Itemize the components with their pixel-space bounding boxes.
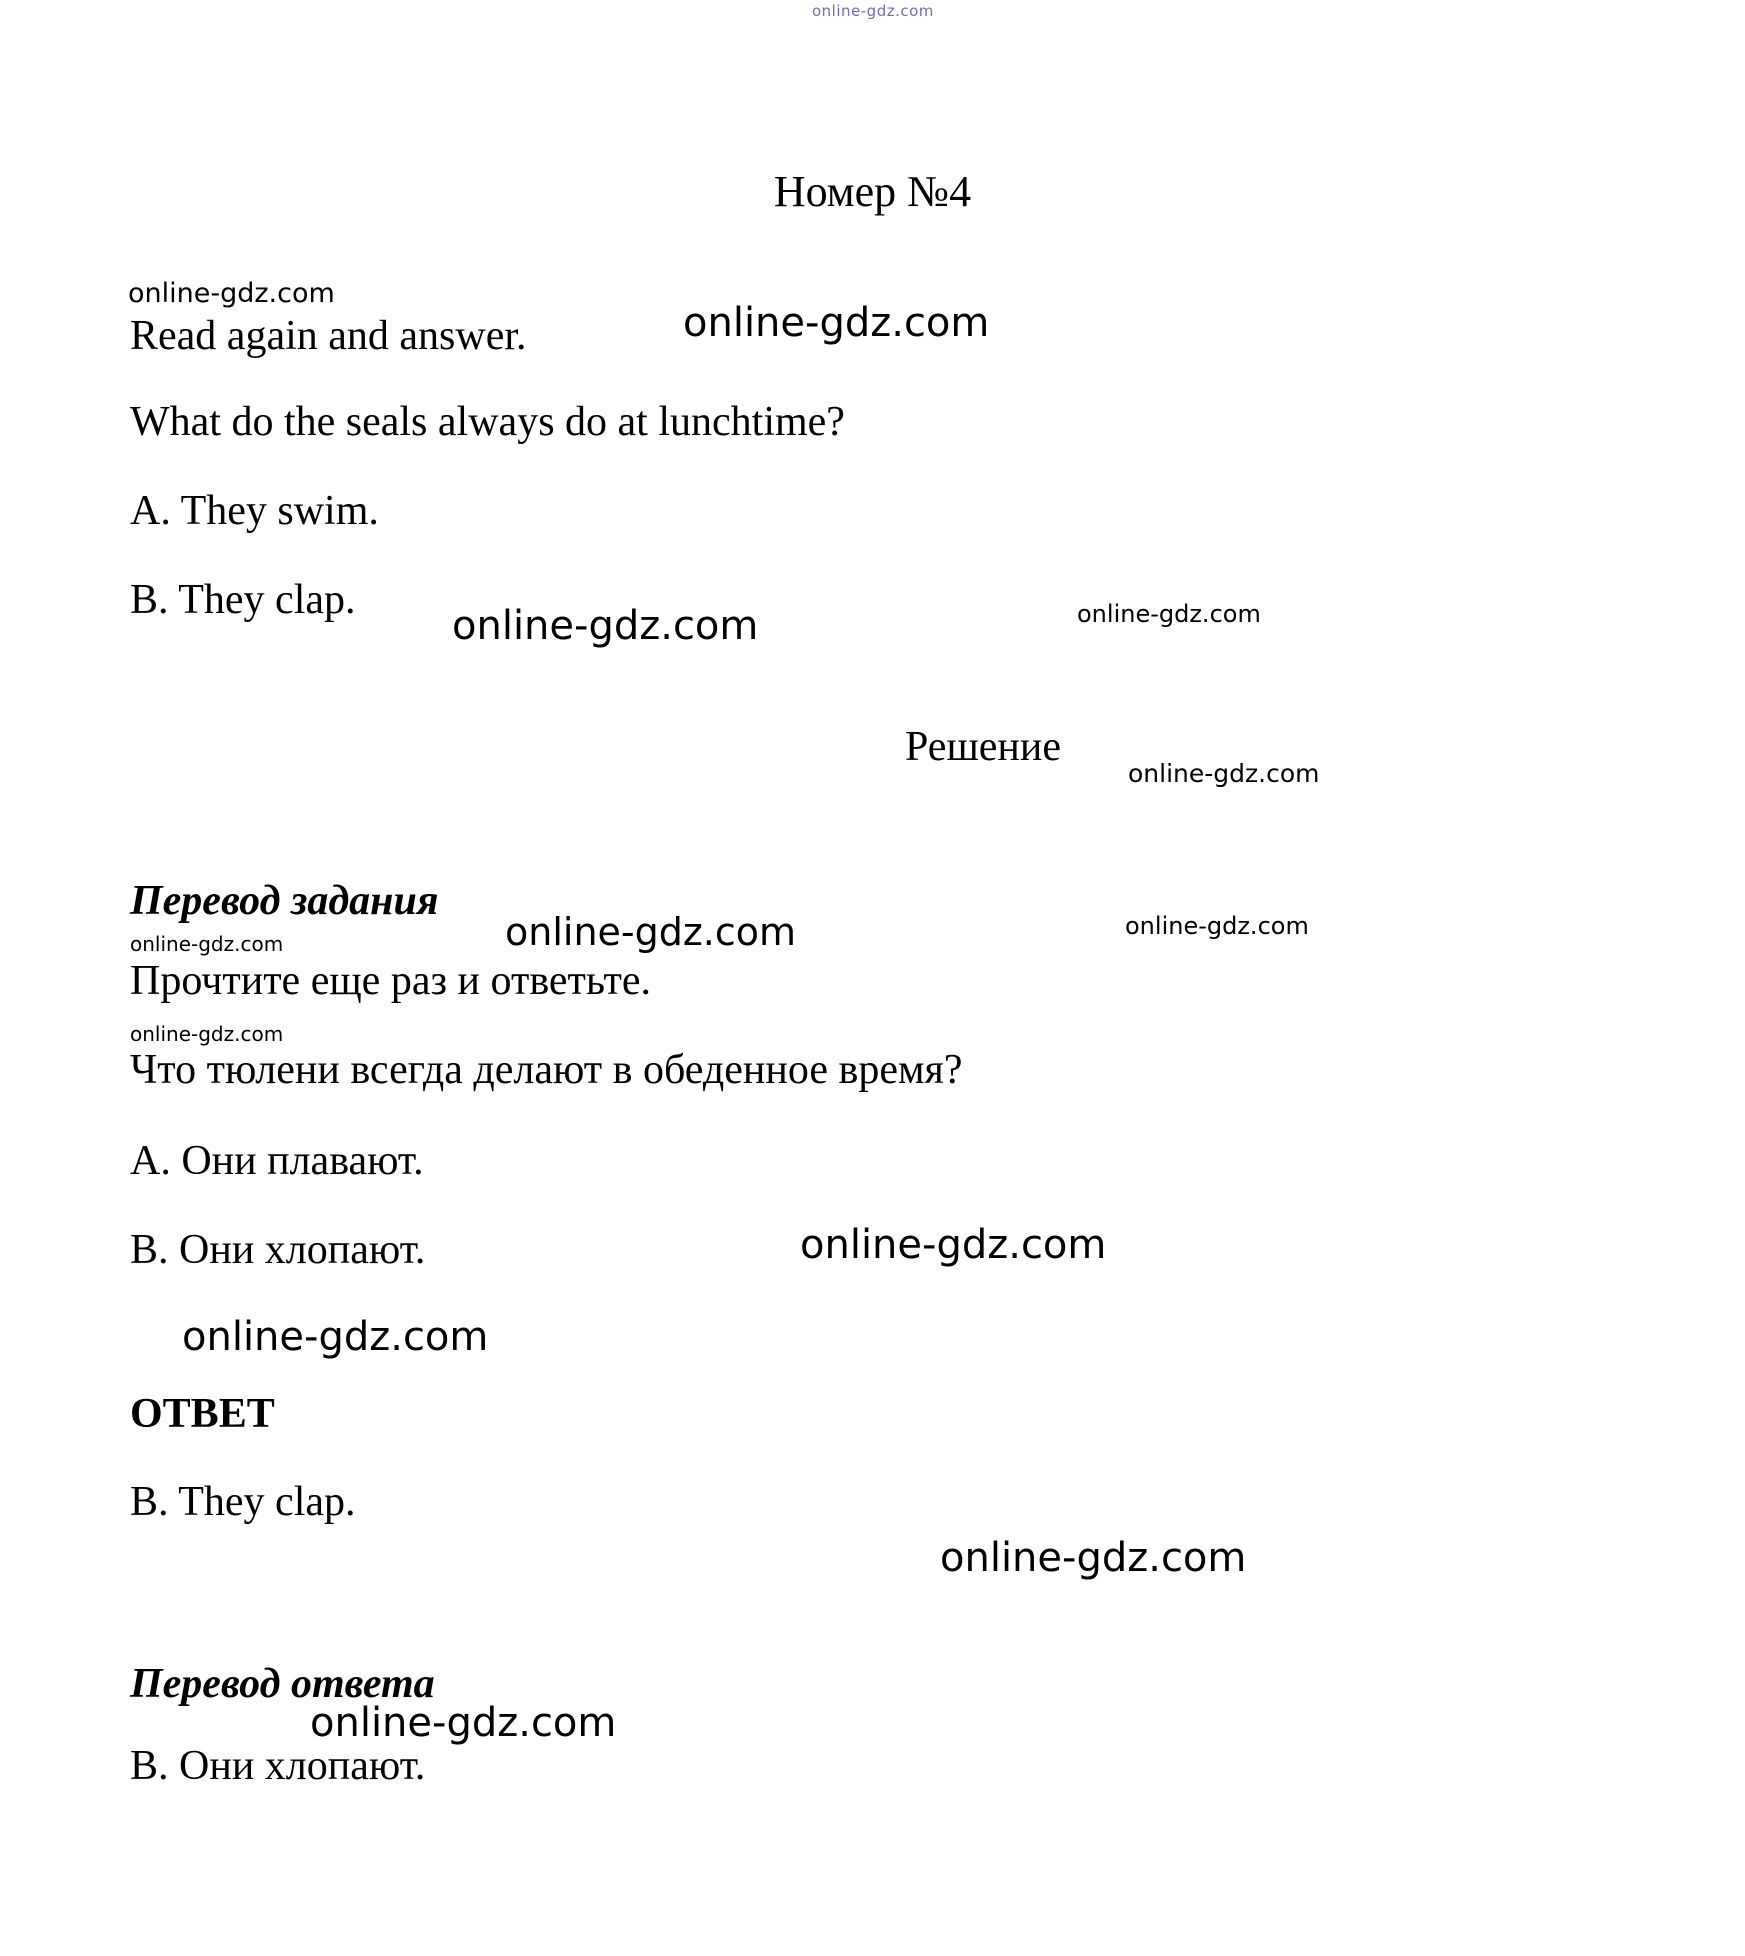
task-option-a: A. They swim. [130, 488, 379, 534]
answer-heading: ОТВЕТ [130, 1391, 275, 1437]
page-title: Номер №4 [773, 167, 972, 216]
task-translation-question: Что тюлени всегда делают в обеденное время? [130, 1047, 963, 1093]
task-translation-heading: Перевод задания [130, 878, 439, 924]
watermark-top: online-gdz.com [812, 2, 934, 20]
watermark-10: online-gdz.com [800, 1222, 1107, 1268]
task-option-b: B. They clap. [130, 577, 356, 623]
task-translation-option-b: B. Они хлопают. [130, 1227, 426, 1273]
task-translation-instruction: Прочтите еще раз и ответьте. [130, 958, 651, 1004]
task-instruction: Read again and answer. [130, 313, 527, 359]
task-translation-option-a: A. Они плавают. [130, 1138, 424, 1184]
watermark-11: online-gdz.com [182, 1314, 489, 1360]
answer-translation-heading: Перевод ответа [130, 1661, 435, 1707]
solution-heading: Решение [905, 724, 1062, 770]
watermark-7: online-gdz.com [505, 910, 797, 954]
answer-text: B. They clap. [130, 1479, 356, 1525]
watermark-4: online-gdz.com [1077, 600, 1261, 628]
watermark-8: online-gdz.com [1125, 912, 1309, 940]
answer-translation-text: B. Они хлопают. [130, 1743, 426, 1789]
watermark-12: online-gdz.com [940, 1535, 1247, 1581]
watermark-6: online-gdz.com [130, 932, 284, 956]
watermark-3: online-gdz.com [452, 603, 759, 649]
watermark-2: online-gdz.com [683, 300, 990, 346]
task-question: What do the seals always do at lunchtime? [130, 399, 845, 445]
watermark-5: online-gdz.com [1128, 759, 1320, 788]
watermark-13: online-gdz.com [310, 1700, 617, 1746]
watermark-9: online-gdz.com [130, 1022, 284, 1046]
watermark-1: online-gdz.com [128, 278, 335, 309]
